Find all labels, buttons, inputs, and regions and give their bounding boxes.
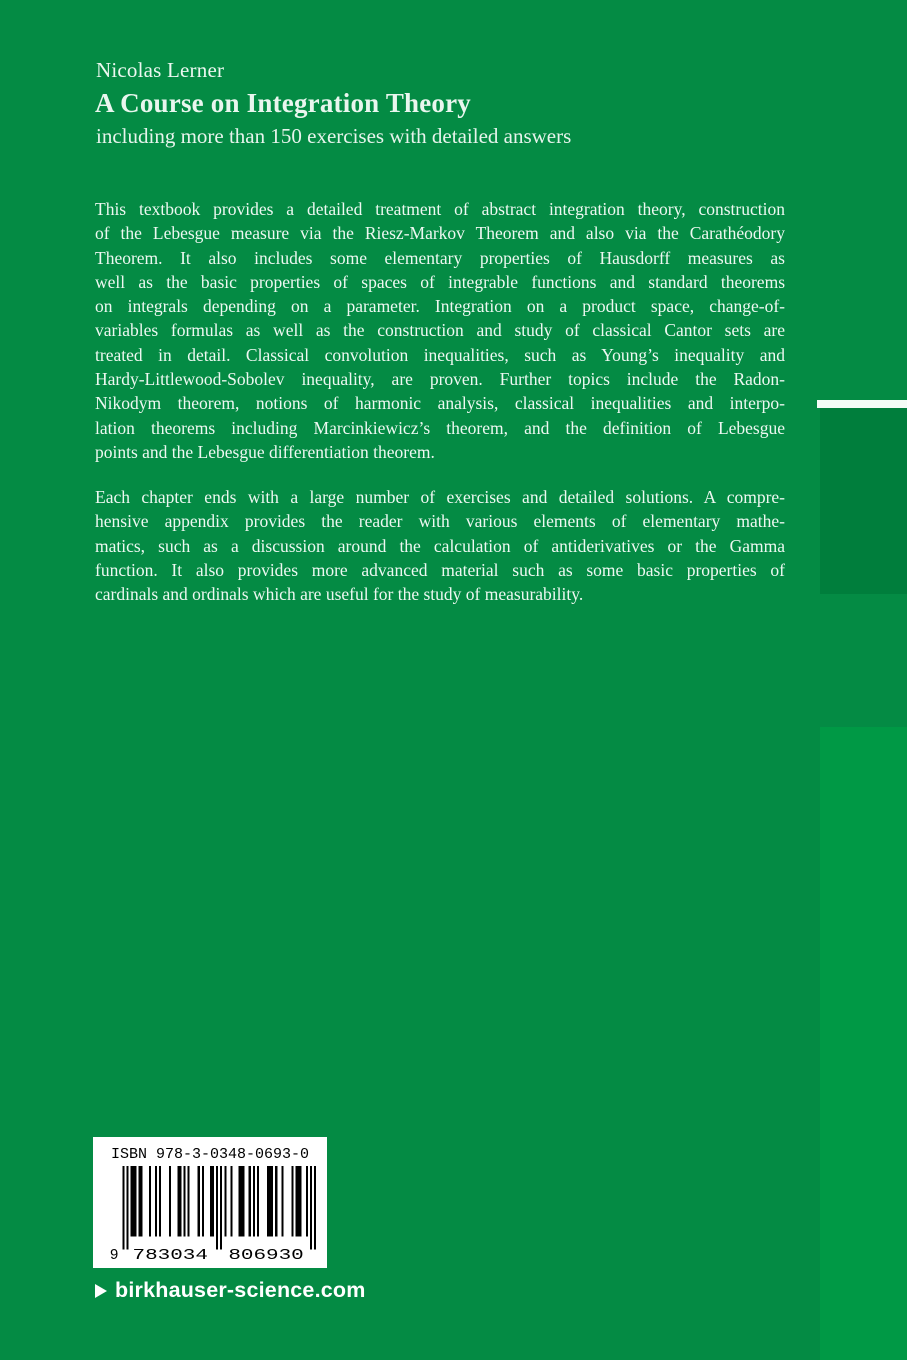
text-line: lation theorems including Marcinkiewicz’s theorem, and the definition of Lebesgue <box>95 417 785 438</box>
book-title: A Course on Integration Theory <box>95 88 472 118</box>
right-triangle-icon <box>95 1284 107 1298</box>
svg-text:9: 9 <box>109 1247 119 1260</box>
description-paragraph-2 <box>95 485 785 606</box>
text-line: well as the basic properties of spaces of integrable functions and standard theorems <box>95 271 785 292</box>
website-row <box>95 1276 366 1304</box>
text-line: hensive appendix provides the reader with various elements of elementary mathe- <box>95 511 785 532</box>
text-line: matics, such as a discussion around the calculation of antiderivatives or the Gamma <box>95 535 785 556</box>
text-line: cardinals and ordinals which are useful for the study of measurability. <box>95 584 584 605</box>
svg-text:806930: 806930 <box>228 1247 304 1260</box>
barcode-bars <box>106 1166 316 1260</box>
author-name: Nicolas Lerner <box>96 58 225 82</box>
text-line: on integrals depending on a parameter. Integration on a product space, change-of- <box>95 296 785 317</box>
isbn-label: ISBN 978-3-0348-0693-0 <box>110 1146 310 1163</box>
spine-block-dark <box>820 408 907 594</box>
text-line: variables formulas as well as the construction and study of classical Cantor sets are <box>95 320 785 341</box>
svg-text:783034: 783034 <box>132 1247 209 1260</box>
barcode-panel <box>93 1137 327 1268</box>
publisher-website: birkhauser-science.com <box>115 1277 366 1302</box>
text-line: This textbook provides a detailed treatment of abstract integration theory, construction <box>95 199 785 219</box>
book-subtitle: including more than 150 exercises with detailed answers <box>96 124 572 148</box>
text-line: Hardy-Littlewood-Sobolev inequality, are proven. Further topics include the Radon- <box>95 369 785 390</box>
description-paragraph-1 <box>95 197 785 464</box>
spine-accent-line <box>817 400 907 408</box>
text-line: Nikodym theorem, notions of harmonic analysis, classical inequalities and interpo- <box>95 393 785 414</box>
text-line: of the Lebesgue measure via the Riesz-Markov Theorem and also via the Carathéodory <box>95 223 785 244</box>
text-line: function. It also provides more advanced material such as some basic properties of <box>95 559 785 580</box>
spine-block-light <box>820 727 907 1360</box>
text-line: treated in detail. Classical convolution inequalities, such as Young’s inequality and <box>95 344 785 365</box>
text-line: Theorem. It also includes some elementary properties of Hausdorff measures as <box>95 247 785 268</box>
text-line: Each chapter ends with a large number of exercises and detailed solutions. A compre- <box>95 487 785 507</box>
text-line: points and the Lebesgue differentiation theorem. <box>95 441 435 462</box>
